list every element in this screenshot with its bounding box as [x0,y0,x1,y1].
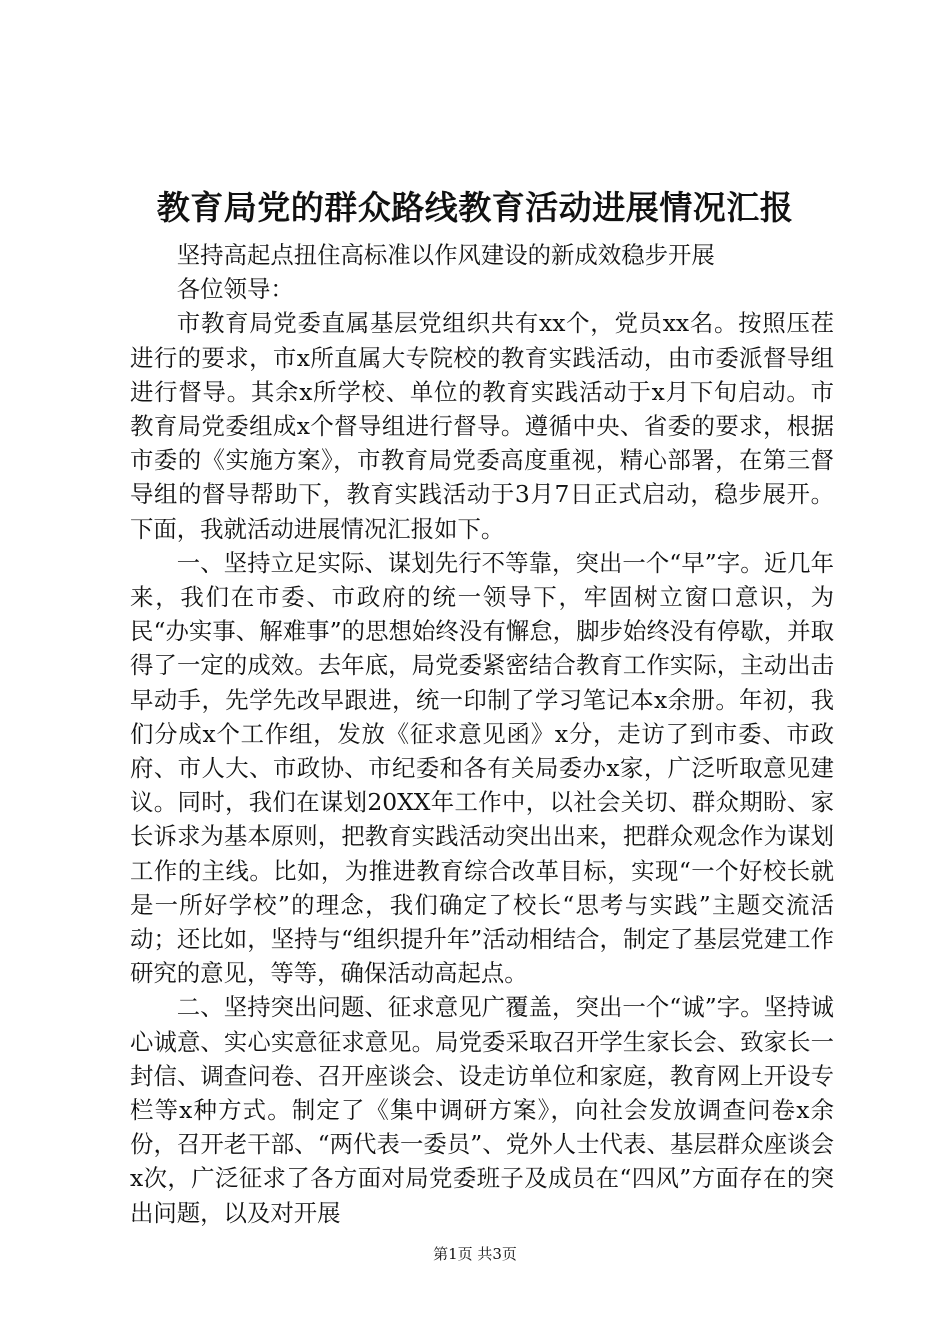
salutation: 各位领导： [176,275,294,304]
document-title: 教育局党的群众路线教育活动进展情况汇报 [156,188,794,227]
document-body [130,238,834,1230]
paragraph-intro: 市教育局党委直属基层党组织共有xx个，党员xx名。按照压茬进行的要求，市x所直属大专院校的教育实践活动，由市委派督导组进行督导。其余x所学校、单位的教育实践活动于x月下旬启动。市教育局党委组成x个督导组进行督导。遵循中央、省委的要求，根据市委的《实施方案》，市教育局党委高度重视，精心部署，在第三督导组的督导帮助下，教育实践活动于3月7日正式启动，稳步展开。下面，我就活动进展情况汇报如下。 [130,309,834,543]
subtitle-line: 坚持高起点扭住高标准以作风建设的新成效稳步开展 [176,241,715,269]
paragraph-section-one: 一、坚持立足实际、谋划先行不等靠，突出一个“早”字。近几年来，我们在市委、市政府的统一领导下，牢固树立窗口意识，为民“办实事、解难事”的思想始终没有懈怠，脚步始终没有停歇，并取得了一定的成效。去年底，局党委紧密结合教育工作实际，主动出击早动手，先学先改早跟进，统一印制了学习笔记本x余册。年初，我们分成x个工作组，发放《征求意见函》x分，走访了到市委、市政府、市人大、市政协、市纪委和各有关局委办x家，广泛听取意见建议。同时，我们在谋划20XX年工作中，以社会关切、群众期盼、家长诉求为基本原则，把教育实践活动突出出来，把群众观念作为谋划工作的主线。比如，为推进教育综合改革目标，实现“一个好校长就是一所好学校”的理念，我们确定了校长“思考与实践”主题交流活动；还比如，坚持与“组织提升年”活动相结合，制定了基层党建工作研究的意见，等等，确保活动高起点。 [130,548,834,988]
page-footer: 第1页 共3页 [433,1245,517,1263]
paragraph-section-two: 二、坚持突出问题、征求意见广覆盖，突出一个“诚”字。坚持诚心诚意、实心实意征求意见。局党委采取召开学生家长会、致家长一封信、调查问卷、召开座谈会、设走访单位和家庭，教育网上开设专栏等x种方式。制定了《集中调研方案》，向社会发放调查问卷x余份，召开老干部、“两代表一委员”、党外人士代表、基层群众座谈会x次，广泛征求了各方面对局党委班子及成员在“四风”方面存在的突出问题，以及对开展 [130,993,834,1227]
